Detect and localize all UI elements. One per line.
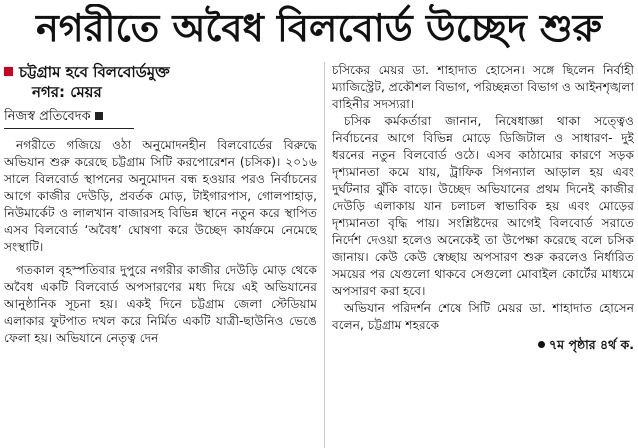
paragraph: নগরীতে গজিয়ে ওঠা অনুমোদনহীন বিলবোর্ডের বিরুদ্ধে অভিযান শুরু করেছে চট্টগ্রাম সিটি করপোরেশন (চসিক)। ২০১৬ সালে বিলবোর্ড স্থাপনের অনুমোদন বন্ধ হওয়ার পরও নির্বাচনের আগে কাজীর দেউড়ি, প্রবর্তক মোড়, টাইগারপাস, গোলপাহাড়, নিউমার্কেট ও লালখান বাজারসহ বিভিন্ন স্থানে নতুন করে স্থাপিত এসব বিলবোর্ড ‘অবৈধ’ ঘোষণা করে উচ্ছেদ কার্যক্রমে নেমেছে সংস্থাটি। <box>4 138 317 254</box>
left-column <box>4 62 317 448</box>
subhead-line-1-text: চট্টগ্রাম হবে বিলবোর্ডমুক্ত <box>19 63 170 81</box>
right-column <box>332 62 634 448</box>
subhead-line-2: নগর: মেয়র <box>32 83 102 101</box>
column-divider <box>324 62 325 448</box>
continued-on-note <box>332 336 634 354</box>
paragraph: গতকাল বৃহস্পতিবার দুপুরে নগরীর কাজীর দেউড়ি মোড় থেকে অবৈধ একটি বিলবোর্ড অপসারণের মধ্য দিয়ে এই অভিযানের আনুষ্ঠানিক সূচনা হয়। একই দিনে চট্টগ্রাম জেলা স্টেডিয়াম এলাকার ফুটপাত দখল করে নির্মিত একটি যাত্রী-ছাউনিও ভেঙে ফেলা হয়। অভিযানে নেতৃত্ব দেন <box>4 263 317 345</box>
headline: নগরীতে অবৈধ বিলবোর্ড উচ্ছেদ শুরু <box>36 6 602 50</box>
bullet-icon <box>538 341 545 348</box>
red-square-icon <box>4 67 13 76</box>
continued-on-text: ৭ম পৃষ্ঠার ৪র্থ ক. <box>549 337 634 352</box>
paragraph: চসিকের মেয়র ডা. শাহাদাত হোসেন। সঙ্গে ছিলেন নির্বাহী ম্যাজিস্ট্রেট, প্রকৌশল বিভাগ, পরিচ্ছন্নতা বিভাগ ও আইনশৃঙ্খলা বাহিনীর সদস্যরা। <box>332 63 634 111</box>
paragraph: চসিক কর্মকর্তারা জানান, নিষেধাজ্ঞা থাকা সত্ত্বেও নির্বাচনের আগে বিভিন্ন মোড়ে ডিজিটাল ও সাধারণ- দুই ধরনের নতুন বিলবোর্ড ওঠে। এসব কাঠামোর কারণে সড়ক দৃশ্যমানতা কমে যায়, ট্রাফিক সিগন্যাল আড়াল হয় এবং দুর্ঘটনার ঝুঁকি বাড়ে। উচ্ছেদ অভিযানের প্রথম দিনেই কাজীর দেউড়ি এলাকায় যান চলাচল স্বাভাবিক হয় এবং মোড়ের দৃশ্যমানতা বৃদ্ধি পায়। সংশ্লিষ্টদের আগেই বিলবোর্ড সরাতে নির্দেশ দেওয়া হলেও অনেকেই তা উপেক্ষা করেছে বলে চসিক জানায়। কেউ কেউ স্বেচ্ছায় অপসারণ শুরু করলেও নির্ধারিত সময়ের পর যেগুলো থাকবে সেগুলো মোবাইল কোর্টের মাধ্যমে অপসারণ করা হবে। <box>332 114 634 298</box>
byline-text: নিজস্ব প্রতিবেদক <box>4 109 91 124</box>
paragraph: অভিযান পরিদর্শন শেষে সিটি মেয়র ডা. শাহাদাত হোসেন বলেন, চট্টগ্রাম শহরকে <box>332 301 634 332</box>
black-square-icon <box>95 112 103 120</box>
subhead-line-1 <box>4 62 317 82</box>
byline <box>4 108 134 129</box>
